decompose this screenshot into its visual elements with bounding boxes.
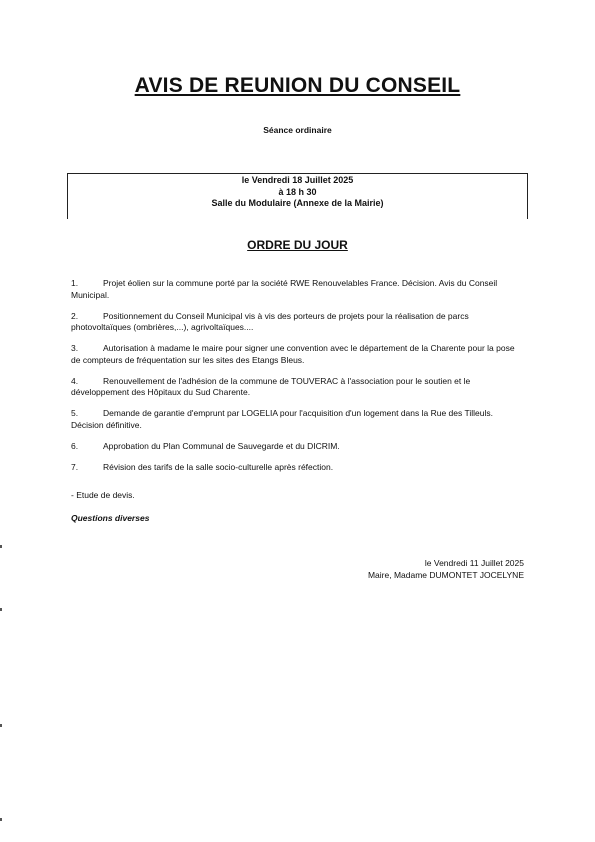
agenda-item [71,311,526,334]
agenda-item-number: 3. [71,343,79,353]
agenda-item [71,343,526,366]
agenda-item [71,408,526,431]
agenda-item-number: 1. [71,278,79,288]
agenda-item [71,441,526,453]
signature-date: le Vendredi 11 Juillet 2025 [424,558,524,568]
signature-block [368,558,524,581]
agenda-item-number: 7. [71,461,79,472]
agenda-item-text: Révision des tarifs de la salle socio-culturelle après réfection. [103,461,334,472]
questions-diverses: Questions diverses [71,513,150,523]
page-title: AVIS DE REUNION DU CONSEIL [134,74,461,97]
signatory: Maire, Madame DUMONTET JOCELYNE [367,569,524,580]
meeting-time: à 18 h 30 [278,186,317,197]
scan-mark [0,724,2,727]
agenda-item-text: Approbation du Plan Communal de Sauvegarde et du DICRIM. [103,440,340,451]
meeting-date: le Vendredi 18 Juillet 2025 [241,175,354,185]
agenda-item [71,278,526,301]
agenda-item-text: Renouvellement de l'adhésion de la commune de TOUVERAC à l'association pour le soutien et le développement des Hôpitaux du Sud Charente. [71,375,471,397]
scan-mark [0,608,2,611]
agenda-item-text: Autorisation à madame le maire pour signer une convention avec le département de la Charente pour la pose de compteurs de fréquentation sur les sites des Etangs Bleus. [71,343,515,365]
agenda-item-number: 5. [71,408,79,418]
meeting-place: Salle du Modulaire (Annexe de la Mairie) [211,198,384,208]
agenda-item-number: 2. [71,310,79,321]
agenda-list [71,278,526,483]
agenda-item-number: 6. [71,440,79,451]
agenda-item-text: Demande de garantie d'emprunt par LOGELIA pour l'acquisition d'un logement dans la Rue des Tilleuls. Décision définitive. [71,408,493,430]
agenda-item-text: Positionnement du Conseil Municipal vis à vis des porteurs de projets pour la réalisation de parcs photovoltaïques (ombrières,...), agrivoltaïques.... [71,310,469,332]
scan-mark [0,818,2,821]
scan-mark [0,545,2,548]
agenda-item [71,376,526,399]
agenda-item-number: 4. [71,375,79,386]
agenda-title: ORDRE DU JOUR [247,238,348,252]
agenda-item [71,462,526,474]
note-devis: - Etude de devis. [71,490,135,500]
session-type: Séance ordinaire [263,125,332,135]
agenda-item-text: Projet éolien sur la commune porté par la société RWE Renouvelables France. Décision. Avis du Conseil Municipal. [71,278,498,300]
meeting-details-box [67,173,528,219]
